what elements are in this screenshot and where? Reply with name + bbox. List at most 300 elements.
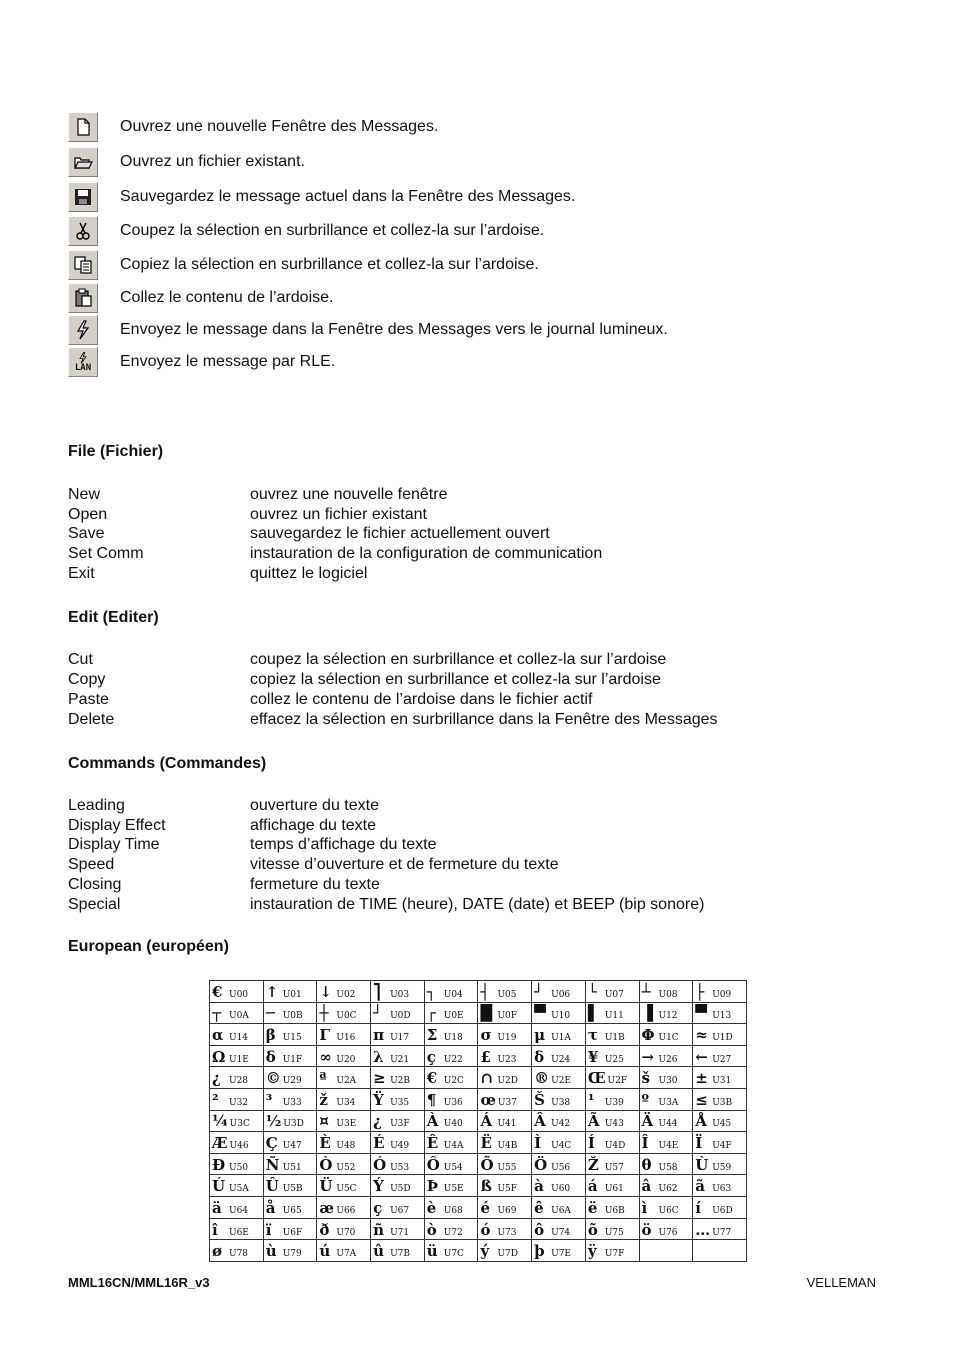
char-code: U6A bbox=[551, 1205, 571, 1216]
table-row bbox=[210, 1240, 747, 1262]
char-cell bbox=[210, 1175, 264, 1197]
char-code: U45 bbox=[712, 1119, 732, 1130]
char-code: U54 bbox=[443, 1162, 463, 1173]
char-cell bbox=[693, 1002, 747, 1024]
char-cell bbox=[585, 1175, 639, 1197]
char-cell bbox=[532, 1153, 586, 1175]
menu-term: Paste bbox=[68, 691, 109, 708]
char-glyph: õ bbox=[587, 1220, 598, 1239]
char-cell bbox=[693, 1132, 747, 1154]
char-code: U42 bbox=[551, 1119, 571, 1130]
toolbar-row-save bbox=[68, 181, 576, 213]
char-code: U75 bbox=[604, 1227, 624, 1238]
char-cell bbox=[317, 1045, 371, 1067]
char-glyph: Œ bbox=[587, 1069, 606, 1088]
toolbar-row-copy bbox=[68, 249, 539, 281]
char-cell bbox=[532, 1045, 586, 1067]
char-code: U4C bbox=[551, 1141, 572, 1152]
char-glyph: ∞ bbox=[319, 1047, 332, 1066]
char-cell bbox=[263, 981, 317, 1003]
char-cell bbox=[532, 1240, 586, 1262]
char-glyph: └ bbox=[587, 982, 597, 1001]
menu-description: ouvrez un fichier existant bbox=[250, 506, 427, 523]
char-cell bbox=[424, 1132, 478, 1154]
menu-term: Exit bbox=[68, 565, 95, 582]
menu-term: Leading bbox=[68, 797, 125, 814]
char-code: U46 bbox=[229, 1141, 249, 1152]
char-glyph: ì bbox=[641, 1198, 648, 1217]
table-row bbox=[210, 1153, 747, 1175]
send-lan-icon bbox=[68, 347, 98, 377]
char-code: U1A bbox=[551, 1033, 571, 1044]
char-cell bbox=[639, 1024, 693, 1046]
char-code: U3F bbox=[390, 1119, 410, 1130]
char-cell bbox=[585, 1197, 639, 1219]
char-cell bbox=[478, 981, 532, 1003]
char-code: U03 bbox=[390, 989, 410, 1000]
char-code: U22 bbox=[443, 1054, 463, 1065]
char-glyph: ─ bbox=[265, 1004, 275, 1023]
char-code: U40 bbox=[443, 1119, 463, 1130]
char-glyph: ≈ bbox=[695, 1026, 708, 1045]
menu-description: ouverture du texte bbox=[250, 797, 379, 814]
menu-term: Cut bbox=[68, 651, 93, 668]
char-glyph: æ bbox=[319, 1198, 335, 1217]
char-glyph: Ò bbox=[319, 1155, 333, 1174]
char-code: U01 bbox=[282, 989, 302, 1000]
char-cell bbox=[371, 1110, 425, 1132]
menu-description: quittez le logiciel bbox=[250, 565, 368, 582]
char-code: U3B bbox=[712, 1097, 733, 1108]
char-code: U15 bbox=[282, 1033, 302, 1044]
char-code: U64 bbox=[229, 1205, 249, 1216]
char-cell bbox=[532, 1110, 586, 1132]
char-code: U04 bbox=[443, 989, 463, 1000]
char-code: U13 bbox=[712, 1011, 732, 1022]
char-glyph: ▀ bbox=[534, 1004, 546, 1023]
char-cell bbox=[532, 1024, 586, 1046]
char-glyph: θ bbox=[641, 1155, 652, 1174]
char-code: U34 bbox=[336, 1097, 356, 1108]
char-cell bbox=[424, 1067, 478, 1089]
toolbar-row-open bbox=[68, 146, 305, 178]
table-row bbox=[210, 1089, 747, 1111]
char-glyph: Ñ bbox=[265, 1155, 280, 1174]
char-glyph: ┘ bbox=[534, 982, 544, 1001]
char-glyph: ┐ bbox=[426, 982, 436, 1001]
new-file-icon bbox=[68, 112, 98, 142]
char-glyph: © bbox=[265, 1069, 281, 1088]
menu-term: Open bbox=[68, 506, 108, 523]
char-code: U09 bbox=[712, 989, 732, 1000]
char-code: U66 bbox=[336, 1205, 356, 1216]
char-cell bbox=[478, 1067, 532, 1089]
char-cell bbox=[639, 1175, 693, 1197]
char-glyph: ñ bbox=[373, 1220, 384, 1239]
char-glyph: Ê bbox=[426, 1134, 439, 1153]
menu-description: vitesse d’ouverture et de fermeture du texte bbox=[250, 856, 559, 873]
char-code: U3C bbox=[229, 1119, 250, 1130]
char-code: U5C bbox=[336, 1184, 357, 1195]
char-cell bbox=[532, 1132, 586, 1154]
char-glyph: ┘ bbox=[373, 1004, 383, 1023]
char-glyph: ë bbox=[587, 1198, 598, 1217]
char-code: U4E bbox=[658, 1141, 679, 1152]
char-code: U1C bbox=[658, 1033, 679, 1044]
char-glyph: τ bbox=[587, 1026, 598, 1045]
char-glyph: ú bbox=[319, 1242, 331, 1261]
char-code: U2F bbox=[607, 1076, 628, 1087]
char-code: U1E bbox=[229, 1054, 249, 1065]
char-code: U62 bbox=[658, 1184, 678, 1195]
char-code: U5B bbox=[282, 1184, 303, 1195]
char-glyph: í bbox=[695, 1198, 701, 1217]
char-glyph: ┌ bbox=[426, 1004, 436, 1023]
char-cell bbox=[532, 1002, 586, 1024]
menu-description: fermeture du texte bbox=[250, 876, 380, 893]
char-glyph: Î bbox=[641, 1134, 649, 1153]
char-code: U55 bbox=[497, 1162, 517, 1173]
char-cell bbox=[532, 1089, 586, 1111]
char-glyph: ò bbox=[426, 1220, 437, 1239]
char-code: U0D bbox=[390, 1011, 411, 1022]
char-glyph: º bbox=[641, 1090, 649, 1109]
char-glyph: μ bbox=[534, 1026, 546, 1045]
char-code: U77 bbox=[712, 1227, 732, 1238]
char-cell bbox=[263, 1045, 317, 1067]
char-cell bbox=[210, 1197, 264, 1219]
char-glyph: ² bbox=[212, 1090, 219, 1109]
menu-term: Save bbox=[68, 525, 105, 542]
char-cell bbox=[639, 981, 693, 1003]
char-code: U44 bbox=[658, 1119, 678, 1130]
char-code: U36 bbox=[443, 1097, 463, 1108]
char-code: U37 bbox=[497, 1097, 517, 1108]
char-glyph: Ï bbox=[695, 1134, 703, 1153]
char-glyph: € bbox=[212, 982, 223, 1001]
char-glyph: … bbox=[695, 1220, 711, 1239]
char-glyph: ≤ bbox=[695, 1090, 708, 1109]
toolbar-row-cut bbox=[68, 215, 545, 247]
char-cell bbox=[478, 1197, 532, 1219]
char-code: U19 bbox=[497, 1033, 517, 1044]
char-glyph: Ž bbox=[587, 1155, 599, 1174]
char-code: U69 bbox=[497, 1205, 517, 1216]
lan-label: LAN bbox=[74, 362, 92, 373]
char-cell bbox=[317, 1132, 371, 1154]
char-code: U3E bbox=[336, 1119, 357, 1130]
char-glyph: Å bbox=[695, 1112, 707, 1131]
char-cell bbox=[317, 1024, 371, 1046]
char-glyph: Ô bbox=[426, 1155, 440, 1174]
char-cell bbox=[210, 1089, 264, 1111]
char-cell bbox=[639, 1153, 693, 1175]
char-cell bbox=[693, 981, 747, 1003]
char-code: U00 bbox=[229, 989, 249, 1000]
char-glyph: Φ bbox=[641, 1026, 655, 1045]
char-cell bbox=[639, 1197, 693, 1219]
char-cell bbox=[532, 1067, 586, 1089]
char-code: U7F bbox=[604, 1249, 625, 1260]
char-cell bbox=[585, 981, 639, 1003]
char-cell bbox=[478, 1175, 532, 1197]
char-cell bbox=[371, 1218, 425, 1240]
menu-term: Display Time bbox=[68, 836, 160, 853]
char-glyph: α bbox=[212, 1026, 224, 1045]
char-cell bbox=[585, 1067, 639, 1089]
char-cell bbox=[210, 981, 264, 1003]
char-code: U7E bbox=[551, 1249, 572, 1260]
char-glyph: ⎤ bbox=[373, 982, 381, 1001]
char-cell bbox=[263, 1240, 317, 1262]
char-cell bbox=[693, 1024, 747, 1046]
char-glyph: ┤ bbox=[480, 982, 490, 1001]
char-cell bbox=[210, 1240, 264, 1262]
char-glyph: À bbox=[426, 1112, 439, 1131]
toolbar-save-description: Sauvegardez le message actuel dans la Fenêtre des Messages. bbox=[120, 188, 576, 205]
char-glyph: ð bbox=[319, 1220, 330, 1239]
char-code: U78 bbox=[229, 1249, 249, 1260]
char-code: U25 bbox=[604, 1054, 624, 1065]
char-cell bbox=[317, 1110, 371, 1132]
char-code: U72 bbox=[443, 1227, 463, 1238]
char-glyph: þ bbox=[534, 1242, 545, 1261]
char-cell bbox=[478, 1110, 532, 1132]
char-glyph: ¿ bbox=[373, 1112, 382, 1131]
char-glyph: ® bbox=[534, 1069, 550, 1088]
char-cell bbox=[317, 1175, 371, 1197]
char-code: U4B bbox=[497, 1141, 518, 1152]
char-code: U71 bbox=[390, 1227, 410, 1238]
char-glyph: δ bbox=[534, 1047, 545, 1066]
char-code: U0C bbox=[336, 1011, 357, 1022]
char-cell bbox=[585, 1153, 639, 1175]
char-code: U7D bbox=[497, 1249, 518, 1260]
char-cell bbox=[210, 1045, 264, 1067]
char-cell bbox=[424, 1002, 478, 1024]
char-code: U08 bbox=[658, 989, 678, 1000]
char-code: U68 bbox=[443, 1205, 463, 1216]
section-title-commands: Commands (Commandes) bbox=[68, 755, 267, 772]
char-code: U06 bbox=[551, 989, 571, 1000]
menu-term: Speed bbox=[68, 856, 115, 873]
char-code: U61 bbox=[604, 1184, 624, 1195]
char-glyph: š bbox=[641, 1069, 650, 1088]
char-code: U1D bbox=[712, 1033, 733, 1044]
char-code: U29 bbox=[282, 1076, 302, 1087]
char-glyph: Ì bbox=[534, 1134, 542, 1153]
char-glyph: Í bbox=[587, 1134, 595, 1153]
char-cell bbox=[639, 1045, 693, 1067]
char-cell bbox=[639, 1240, 693, 1262]
char-glyph: Ä bbox=[641, 1112, 654, 1131]
char-cell bbox=[424, 1218, 478, 1240]
char-code: U7C bbox=[443, 1249, 464, 1260]
char-code: U2B bbox=[390, 1076, 410, 1087]
char-glyph: é bbox=[480, 1198, 490, 1217]
char-cell bbox=[478, 1045, 532, 1067]
char-code: U53 bbox=[390, 1162, 410, 1173]
char-cell bbox=[478, 1153, 532, 1175]
toolbar-send-description: Envoyez le message dans la Fenêtre des Messages vers le journal lumineux. bbox=[120, 321, 668, 338]
char-cell bbox=[210, 1024, 264, 1046]
menu-description: temps d’affichage du texte bbox=[250, 836, 437, 853]
char-code: U65 bbox=[282, 1205, 302, 1216]
char-code: U24 bbox=[551, 1054, 571, 1065]
table-row bbox=[210, 1024, 747, 1046]
menu-description: effacez la sélection en surbrillance dans la Fenêtre des Messages bbox=[250, 711, 718, 728]
char-glyph: Ë bbox=[480, 1134, 492, 1153]
char-glyph: Ð bbox=[212, 1155, 226, 1174]
paste-clipboard-icon bbox=[68, 283, 98, 313]
char-glyph: ž bbox=[319, 1090, 328, 1109]
char-glyph: ≥ bbox=[373, 1069, 386, 1088]
char-cell bbox=[532, 1218, 586, 1240]
char-cell bbox=[210, 1110, 264, 1132]
send-lightning-icon bbox=[68, 315, 98, 345]
char-glyph: Á bbox=[480, 1112, 493, 1131]
char-cell bbox=[317, 981, 371, 1003]
char-code: U56 bbox=[551, 1162, 571, 1173]
char-code: U10 bbox=[551, 1011, 571, 1022]
char-glyph: → bbox=[641, 1047, 655, 1066]
char-glyph: ¤ bbox=[319, 1112, 329, 1131]
char-cell bbox=[317, 1197, 371, 1219]
char-cell bbox=[424, 1175, 478, 1197]
char-code: U6B bbox=[604, 1205, 625, 1216]
char-code: U2D bbox=[497, 1076, 518, 1087]
menu-term: New bbox=[68, 486, 101, 503]
char-glyph: ô bbox=[534, 1220, 545, 1239]
char-cell bbox=[263, 1175, 317, 1197]
european-character-table bbox=[209, 980, 747, 1262]
char-cell bbox=[317, 1002, 371, 1024]
char-glyph: λ bbox=[373, 1047, 384, 1066]
char-cell bbox=[317, 1240, 371, 1262]
char-cell bbox=[693, 1240, 747, 1262]
char-cell bbox=[639, 1110, 693, 1132]
char-glyph: Õ bbox=[480, 1155, 494, 1174]
char-code: U0F bbox=[497, 1011, 517, 1022]
char-code: U4F bbox=[712, 1141, 732, 1152]
char-code: U52 bbox=[336, 1162, 356, 1173]
char-glyph: ê bbox=[534, 1198, 544, 1217]
char-glyph: Γ bbox=[319, 1026, 331, 1045]
char-cell bbox=[263, 1002, 317, 1024]
char-code: U32 bbox=[229, 1097, 249, 1108]
char-code: U59 bbox=[712, 1162, 732, 1173]
char-cell bbox=[424, 1024, 478, 1046]
char-code: U21 bbox=[390, 1054, 410, 1065]
menu-term: Copy bbox=[68, 671, 106, 688]
char-glyph: ï bbox=[265, 1220, 272, 1239]
char-code: U12 bbox=[658, 1011, 678, 1022]
menu-description: sauvegardez le fichier actuellement ouvert bbox=[250, 525, 550, 542]
menu-description: instauration de la configuration de communication bbox=[250, 545, 603, 562]
char-code: U26 bbox=[658, 1054, 678, 1065]
char-cell bbox=[371, 1089, 425, 1111]
char-glyph: ├ bbox=[695, 982, 705, 1001]
character-table-body bbox=[210, 981, 747, 1262]
char-code: U4A bbox=[443, 1141, 464, 1152]
char-glyph: ã bbox=[695, 1177, 705, 1196]
char-glyph: î bbox=[212, 1220, 218, 1239]
char-cell bbox=[478, 1089, 532, 1111]
copy-icon bbox=[68, 250, 98, 280]
char-glyph: ½ bbox=[265, 1112, 282, 1131]
char-cell bbox=[371, 1153, 425, 1175]
char-code: U7B bbox=[390, 1249, 410, 1260]
char-cell bbox=[585, 1132, 639, 1154]
char-code: U7A bbox=[336, 1249, 357, 1260]
char-code: U60 bbox=[551, 1184, 571, 1195]
char-glyph: È bbox=[319, 1134, 331, 1153]
char-glyph: ← bbox=[695, 1047, 708, 1066]
menu-term: Set Comm bbox=[68, 545, 144, 562]
char-code: U1F bbox=[282, 1054, 303, 1065]
char-glyph: ä bbox=[212, 1198, 222, 1217]
char-cell bbox=[210, 1067, 264, 1089]
char-cell bbox=[371, 981, 425, 1003]
char-cell bbox=[639, 1002, 693, 1024]
char-glyph: ç bbox=[426, 1047, 436, 1066]
char-cell bbox=[210, 1153, 264, 1175]
char-glyph: Ü bbox=[319, 1177, 333, 1196]
char-code: U1B bbox=[604, 1033, 625, 1044]
char-cell bbox=[263, 1197, 317, 1219]
char-cell bbox=[693, 1218, 747, 1240]
char-cell bbox=[424, 1089, 478, 1111]
char-cell bbox=[317, 1218, 371, 1240]
char-cell bbox=[263, 1110, 317, 1132]
char-cell bbox=[210, 1002, 264, 1024]
char-cell bbox=[639, 1089, 693, 1111]
menu-description: ouvrez une nouvelle fenêtre bbox=[250, 486, 448, 503]
char-glyph: ¶ bbox=[426, 1090, 437, 1109]
char-glyph: ▌ bbox=[587, 1004, 600, 1023]
char-glyph: Æ bbox=[212, 1134, 228, 1153]
char-code: U5D bbox=[390, 1184, 411, 1195]
char-code: U4D bbox=[604, 1141, 626, 1152]
char-glyph: ü bbox=[426, 1242, 438, 1261]
char-glyph: £ bbox=[480, 1047, 491, 1066]
char-cell bbox=[585, 1024, 639, 1046]
char-glyph: Ω bbox=[212, 1047, 226, 1066]
char-code: U05 bbox=[497, 989, 517, 1000]
char-glyph: ³ bbox=[265, 1090, 273, 1109]
char-code: U33 bbox=[282, 1097, 302, 1108]
char-cell bbox=[585, 1045, 639, 1067]
footer-brand: VELLEMAN bbox=[806, 1275, 876, 1290]
menu-description: copiez la sélection en surbrillance et collez-la sur l’ardoise bbox=[250, 671, 661, 688]
char-glyph: Ã bbox=[587, 1112, 600, 1131]
char-cell bbox=[693, 1089, 747, 1111]
char-glyph: ó bbox=[480, 1220, 491, 1239]
menu-description: collez le contenu de l’ardoise dans le fichier actif bbox=[250, 691, 593, 708]
table-row bbox=[210, 1132, 747, 1154]
char-cell bbox=[263, 1067, 317, 1089]
char-cell bbox=[424, 1153, 478, 1175]
char-cell bbox=[317, 1067, 371, 1089]
char-code: U3A bbox=[658, 1097, 679, 1108]
char-cell bbox=[478, 1132, 532, 1154]
char-code: U31 bbox=[712, 1076, 732, 1087]
char-glyph: € bbox=[426, 1069, 438, 1088]
char-code: U79 bbox=[282, 1249, 302, 1260]
char-cell bbox=[317, 1089, 371, 1111]
char-cell bbox=[693, 1045, 747, 1067]
char-cell bbox=[371, 1024, 425, 1046]
